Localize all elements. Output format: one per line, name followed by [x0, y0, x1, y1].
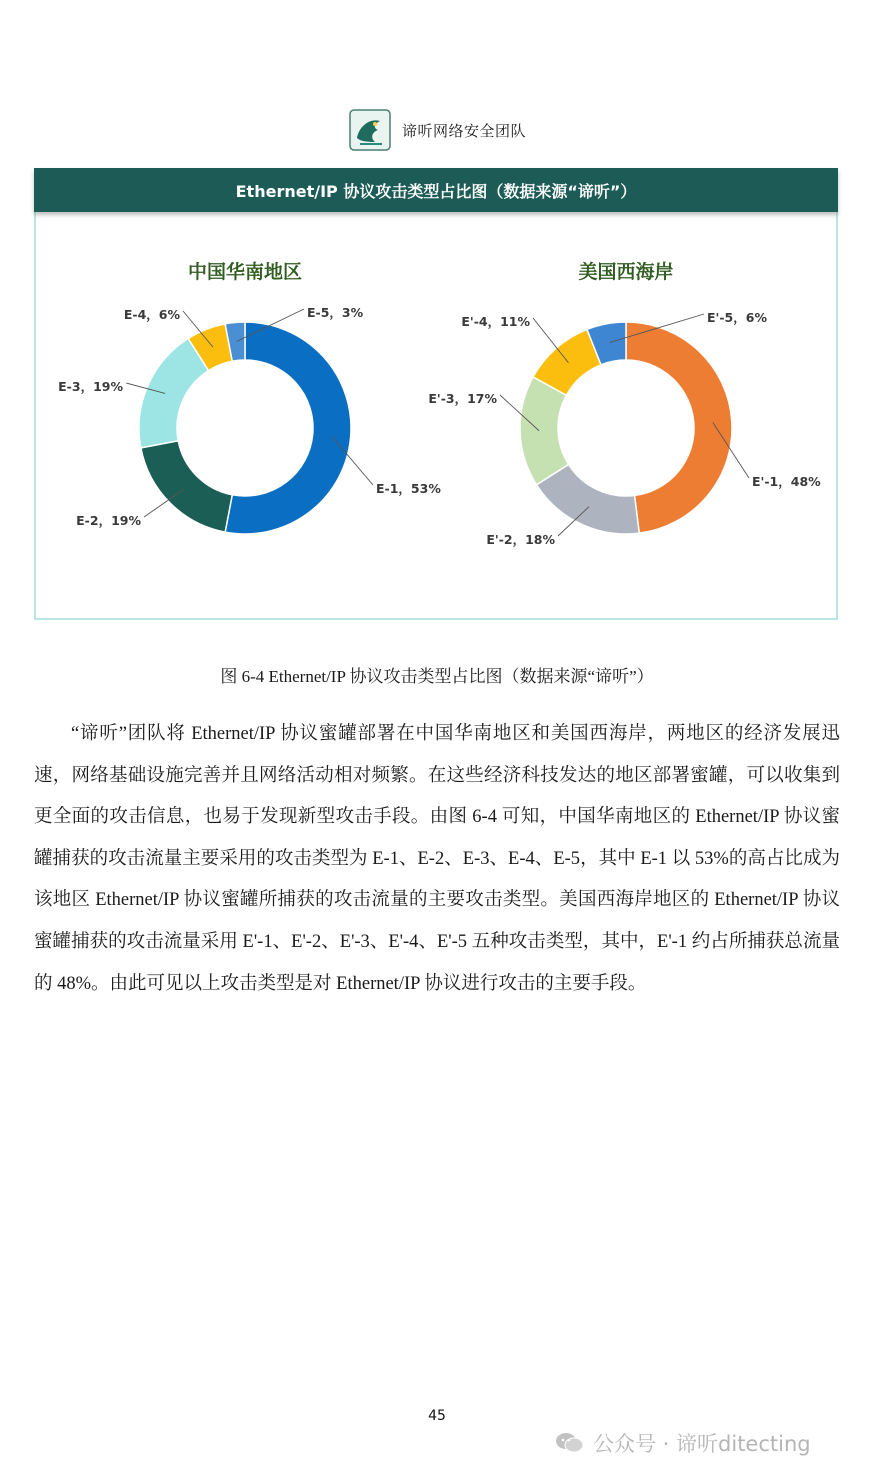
donut-slice-e-2: [141, 441, 232, 532]
donut-chart-2: [428, 260, 821, 547]
team-name: 谛听网络安全团队: [401, 121, 526, 140]
chart-title: 美国西海岸: [578, 261, 674, 283]
watermark: [555, 1428, 811, 1458]
slice-data-label: E-3，19%: [58, 379, 123, 394]
chart-title: 中国华南地区: [187, 261, 303, 283]
slice-data-label: E'-3，17%: [428, 391, 497, 406]
slice-data-label: E-5，3%: [307, 305, 364, 320]
figure-banner-title: Ethernet/IP 协议攻击类型占比图（数据来源“谛听”）: [34, 168, 838, 212]
page-number: 45: [428, 1408, 446, 1424]
slice-data-label: E-4，6%: [123, 307, 180, 322]
page-header: [0, 106, 874, 154]
slice-data-label: E'-2，18%: [486, 532, 555, 547]
donut-charts: [36, 170, 836, 618]
slice-data-label: E-1，53%: [376, 481, 441, 496]
slice-data-label: E'-1，48%: [752, 474, 821, 489]
wechat-icon: [555, 1431, 585, 1455]
slice-data-label: E'-5，6%: [707, 310, 767, 325]
watermark-text: 公众号 · 谛听ditecting: [593, 1432, 811, 1456]
body-text: [34, 714, 840, 1005]
donut-chart-1: [58, 260, 441, 534]
body-paragraph: “谛听”团队将 Ethernet/IP 协议蜜罐部署在中国华南地区和美国西海岸，两地区的经济发展迅速，网络基础设施完善并且网络活动相对频繁。在这些经济科技发达的地区部署蜜罐，可以收集到更全面的攻击信息，也易于发现新型攻击手段。由图 6-4 可知，中国华南地区的 Ethernet/IP 协议蜜罐捕获的攻击流量主要采用的攻击类型为 E-1、E-2、E-3、E-4、E-5，其中 E-1 以 53%的高占比成为该地区 Ethernet/IP 协议蜜罐所捕获的攻击流量的主要攻击类型。美国西海岸地区的 Ethernet/IP 协议蜜罐捕获的攻击流量采用 E'-1、E'-2、E'-3、E'-4、E'-5 五种攻击类型，其中，E'-1 约占所捕获总流量的 48%。由此可见以上攻击类型是对 Ethernet/IP 协议进行攻击的主要手段。: [34, 724, 840, 994]
slice-data-label: E'-4，11%: [461, 314, 530, 329]
team-logo-icon: [348, 108, 392, 152]
figure-caption: 图 6-4 Ethernet/IP 协议攻击类型占比图（数据来源“谛听”）: [220, 667, 654, 686]
figure-frame: [34, 168, 838, 620]
slice-data-label: E-2，19%: [76, 513, 141, 528]
